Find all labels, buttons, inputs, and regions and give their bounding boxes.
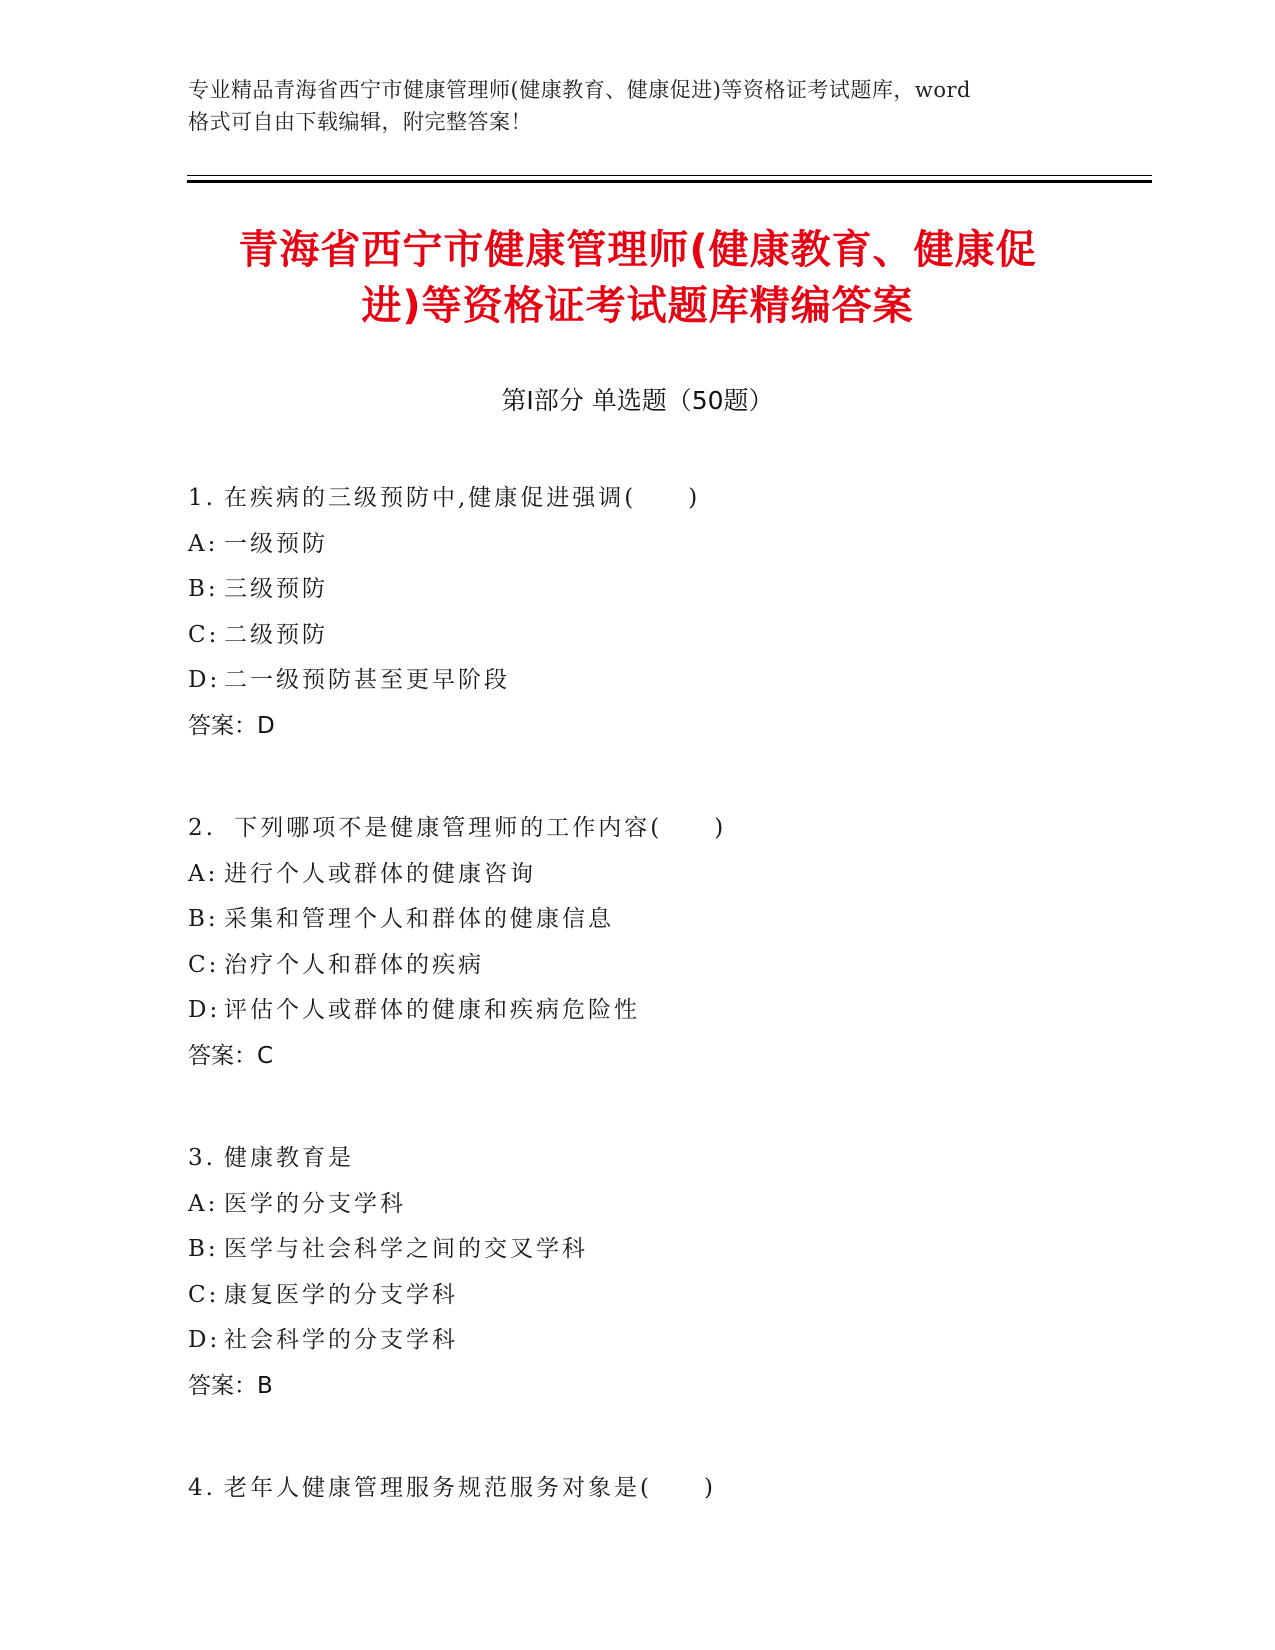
option-text: 治疗个人和群体的疾病 bbox=[224, 951, 484, 978]
question-1 bbox=[188, 476, 1108, 749]
option-key: A: bbox=[188, 1190, 219, 1217]
option-key: A: bbox=[188, 860, 219, 887]
option-b bbox=[188, 897, 1108, 943]
option-b bbox=[188, 567, 1108, 613]
option-text: 一级预防 bbox=[224, 530, 328, 557]
option-text: 二级预防 bbox=[224, 621, 328, 648]
option-key: D: bbox=[188, 1327, 221, 1353]
document-title-line-1: 青海省西宁市健康管理师(健康教育、健康促 bbox=[238, 227, 1037, 273]
option-c bbox=[188, 613, 1108, 659]
option-text: 评估个人或群体的健康和疾病危险性 bbox=[224, 997, 640, 1023]
option-text: 社会科学的分支学科 bbox=[224, 1327, 458, 1353]
question-stem bbox=[188, 476, 1108, 522]
question-number: 1. bbox=[188, 485, 216, 511]
option-a bbox=[188, 1182, 1108, 1228]
question-text: 在疾病的三级预防中,健康促进强调( ) bbox=[224, 485, 701, 511]
option-key: C: bbox=[188, 951, 220, 978]
question-stem bbox=[188, 1136, 1108, 1182]
option-text: 进行个人或群体的健康咨询 bbox=[224, 860, 536, 887]
option-key: B: bbox=[188, 1236, 219, 1262]
answer: 答案：B bbox=[188, 1372, 273, 1399]
option-text: 采集和管理个人和群体的健康信息 bbox=[224, 906, 614, 932]
question-stem bbox=[188, 1466, 1108, 1512]
option-key: B: bbox=[188, 576, 219, 602]
question-4 bbox=[188, 1466, 1108, 1512]
header-divider-thick bbox=[187, 180, 1152, 183]
header-note-line-1: 专业精品青海省西宁市健康管理师(健康教育、健康促进)等资格证考试题库，word bbox=[188, 78, 971, 102]
question-number: 3. bbox=[188, 1145, 216, 1171]
option-text: 康复医学的分支学科 bbox=[224, 1281, 458, 1308]
option-b bbox=[188, 1227, 1108, 1273]
option-key: D: bbox=[188, 667, 221, 693]
question-number: 4. bbox=[188, 1475, 216, 1501]
answer: 答案：D bbox=[188, 712, 275, 739]
option-a bbox=[188, 852, 1108, 898]
header-note-line-2: 格式可自由下载编辑，附完整答案！ bbox=[188, 110, 532, 134]
option-key: A: bbox=[188, 530, 219, 557]
document-title-line-2: 进)等资格证考试题库精编答案 bbox=[361, 283, 914, 329]
section-heading: 第Ⅰ部分 单选题（50题） bbox=[501, 386, 774, 415]
question-text: 健康教育是 bbox=[224, 1145, 354, 1171]
question-3 bbox=[188, 1136, 1108, 1409]
option-c bbox=[188, 1273, 1108, 1319]
option-text: 三级预防 bbox=[224, 576, 328, 602]
question-text: 下列哪项不是健康管理师的工作内容( ) bbox=[224, 815, 727, 841]
option-d bbox=[188, 1318, 1108, 1364]
answer: 答案：C bbox=[188, 1042, 274, 1069]
option-key: C: bbox=[188, 1281, 220, 1308]
header-note bbox=[188, 74, 1088, 138]
option-key: D: bbox=[188, 997, 221, 1023]
question-2 bbox=[188, 806, 1108, 1079]
option-text: 二一级预防甚至更早阶段 bbox=[224, 667, 510, 693]
option-c bbox=[188, 943, 1108, 989]
option-text: 医学与社会科学之间的交叉学科 bbox=[224, 1236, 588, 1262]
option-d bbox=[188, 988, 1108, 1034]
option-a bbox=[188, 522, 1108, 568]
question-list bbox=[188, 476, 1108, 1569]
option-key: B: bbox=[188, 906, 219, 932]
question-stem bbox=[188, 806, 1108, 852]
option-text: 医学的分支学科 bbox=[224, 1190, 406, 1217]
question-number: 2. bbox=[188, 815, 216, 841]
question-text: 老年人健康管理服务规范服务对象是( ) bbox=[224, 1475, 716, 1501]
option-d bbox=[188, 658, 1108, 704]
document-title bbox=[160, 222, 1115, 334]
header-divider-thin bbox=[187, 175, 1152, 176]
option-key: C: bbox=[188, 621, 220, 648]
